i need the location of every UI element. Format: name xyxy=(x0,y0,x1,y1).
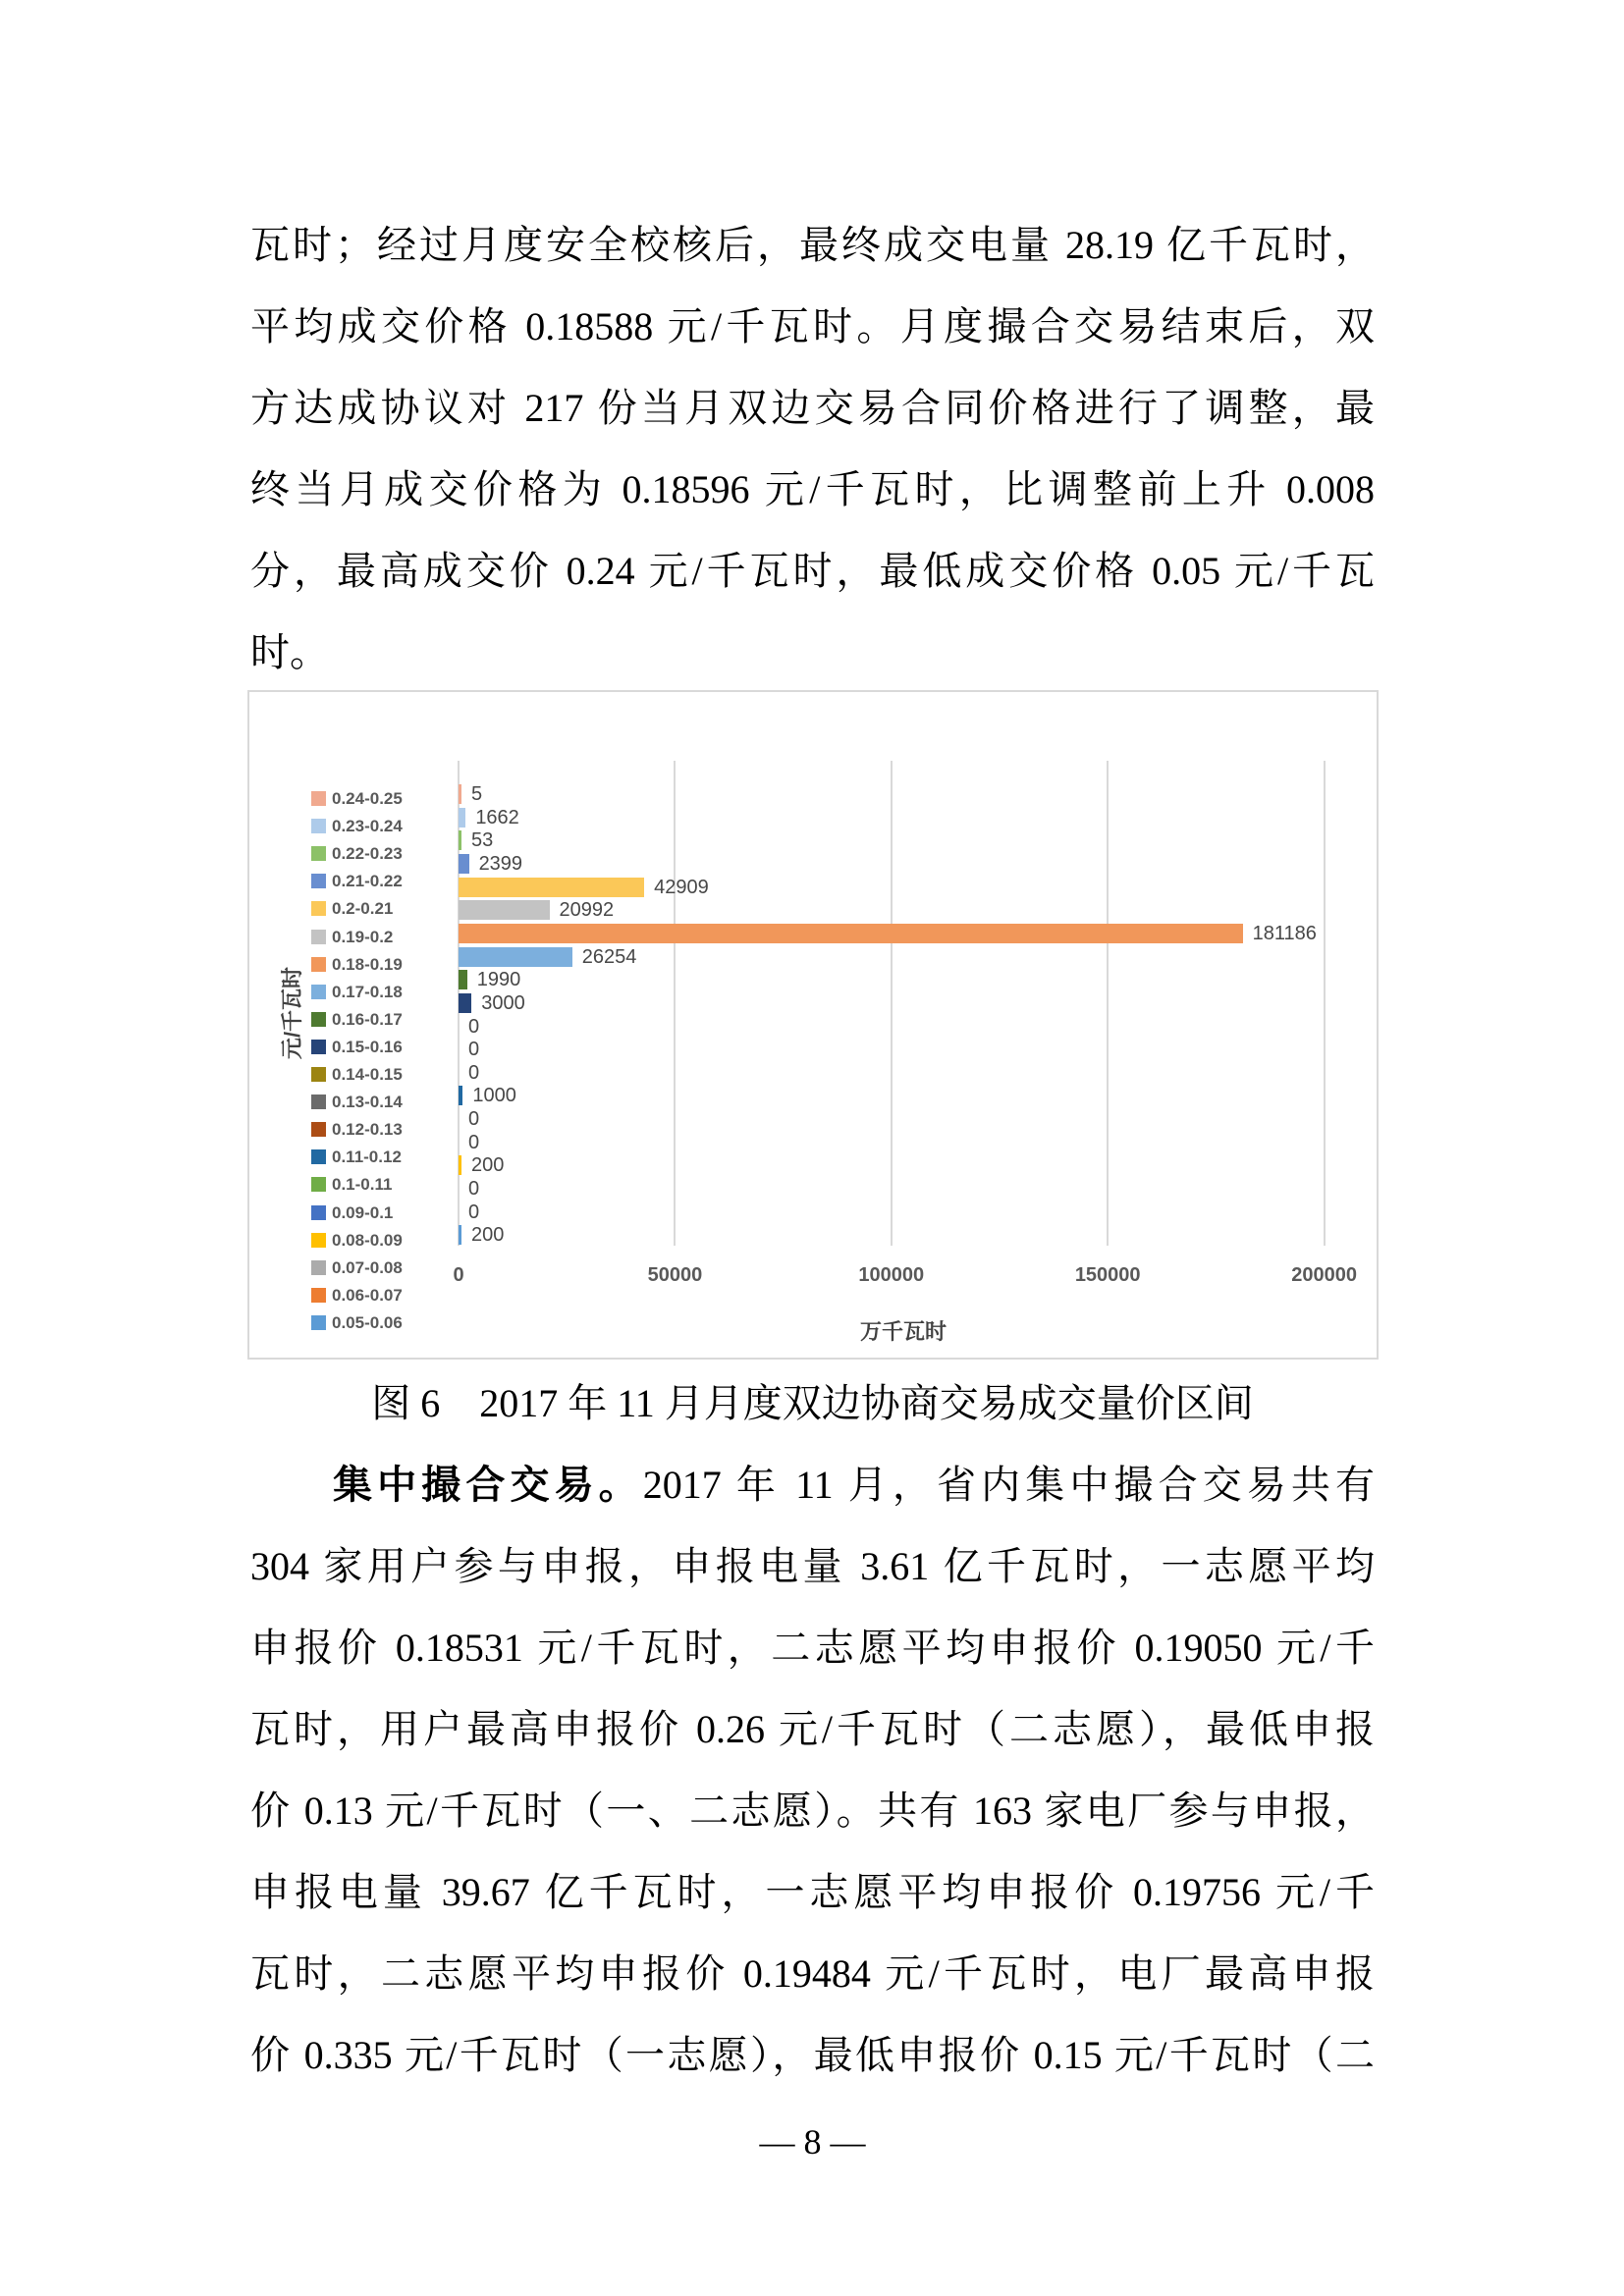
text-line: 分，最高成交价 0.24 元/千瓦时，最低成交价格 0.05 元/千瓦 xyxy=(250,549,1375,593)
legend-label: 0.13-0.14 xyxy=(332,1093,403,1112)
bar-value-label: 0 xyxy=(468,1015,480,1038)
bar-value-label: 0 xyxy=(468,1039,480,1061)
bar-value-label: 20992 xyxy=(559,899,615,922)
bar-value-label: 53 xyxy=(471,829,494,852)
legend-swatch xyxy=(311,1122,326,1137)
bar xyxy=(459,784,461,804)
bar-value-label: 2399 xyxy=(478,852,523,875)
bar-value-label: 200 xyxy=(471,1154,505,1177)
legend-swatch xyxy=(311,1205,326,1220)
x-gridline xyxy=(1324,761,1326,1246)
legend-label: 0.1-0.11 xyxy=(332,1175,393,1195)
legend-swatch xyxy=(311,1067,326,1082)
bold-lead: 集中撮合交易。 xyxy=(333,1463,643,1507)
legend-label: 0.09-0.1 xyxy=(332,1202,394,1222)
legend-label: 0.19-0.2 xyxy=(332,927,394,946)
legend-label: 0.06-0.07 xyxy=(332,1285,403,1305)
bar-value-label: 1990 xyxy=(476,969,521,991)
bar xyxy=(459,1155,461,1175)
text-line: 申报电量 39.67 亿千瓦时，一志愿平均申报价 0.19756 元/千 xyxy=(250,1870,1375,1914)
x-tick-label: 0 xyxy=(453,1264,464,1286)
x-tick-label: 100000 xyxy=(858,1264,925,1286)
legend-swatch xyxy=(311,1233,326,1248)
legend-swatch xyxy=(311,1149,326,1164)
legend-label: 0.07-0.08 xyxy=(332,1257,403,1277)
legend-swatch xyxy=(311,1260,326,1275)
legend-swatch xyxy=(311,1177,326,1192)
y-axis-title: 元/千瓦时 xyxy=(280,966,304,1060)
bar-value-label: 26254 xyxy=(581,945,637,968)
bar-value-label: 0 xyxy=(468,1108,480,1131)
figure-caption: 图 6 2017 年 11 月月度双边协商交易成交量价区间 xyxy=(371,1381,1254,1425)
text-line: 瓦时，二志愿平均申报价 0.19484 元/千瓦时，电厂最高申报 xyxy=(250,1951,1375,1996)
bar xyxy=(459,1086,462,1105)
bar-value-label: 5 xyxy=(471,783,483,805)
text-line: 瓦时，用户最高申报价 0.26 元/千瓦时（二志愿），最低申报 xyxy=(250,1707,1375,1751)
text-line: 瓦时；经过月度安全校核后，最终成交电量 28.19 亿千瓦时， xyxy=(250,223,1375,267)
bar-value-label: 3000 xyxy=(481,991,525,1014)
legend-swatch xyxy=(311,1288,326,1303)
page-number: — 8 — xyxy=(759,2122,866,2162)
legend-swatch xyxy=(311,1012,326,1027)
text-line: 终当月成交价格为 0.18596 元/千瓦时，比调整前上升 0.008 xyxy=(250,467,1375,511)
bar-value-label: 0 xyxy=(468,1178,480,1201)
legend-swatch xyxy=(311,930,326,944)
bar xyxy=(459,878,644,897)
bar xyxy=(459,947,572,967)
legend-swatch xyxy=(311,1315,326,1330)
legend-swatch xyxy=(311,1040,326,1054)
legend-swatch xyxy=(311,985,326,999)
text-line: 304 家用户参与申报，申报电量 3.61 亿千瓦时，一志愿平均 xyxy=(250,1544,1375,1588)
legend-label: 0.11-0.12 xyxy=(332,1148,402,1167)
text-line xyxy=(250,1444,1375,1525)
legend-label: 0.23-0.24 xyxy=(332,817,403,836)
x-tick-label: 200000 xyxy=(1291,1264,1357,1286)
legend-swatch xyxy=(311,1095,326,1109)
x-tick-label: 150000 xyxy=(1074,1264,1141,1286)
legend-label: 0.24-0.25 xyxy=(332,789,403,808)
legend-swatch xyxy=(311,957,326,972)
legend-label: 0.2-0.21 xyxy=(332,899,394,919)
bar-value-label: 200 xyxy=(471,1224,505,1247)
legend-swatch xyxy=(311,901,326,916)
x-tick-label: 50000 xyxy=(647,1264,703,1286)
text-line: 方达成协议对 217 份当月双边交易合同价格进行了调整，最 xyxy=(250,386,1375,430)
bar-value-label: 0 xyxy=(468,1201,480,1223)
x-gridline xyxy=(674,761,676,1246)
bar-value-label: 0 xyxy=(468,1061,480,1084)
legend-label: 0.08-0.09 xyxy=(332,1230,403,1250)
bar-value-label: 0 xyxy=(468,1131,480,1153)
text-line: 申报价 0.18531 元/千瓦时，二志愿平均申报价 0.19050 元/千 xyxy=(250,1626,1375,1670)
text-line: 价 0.335 元/千瓦时（一志愿），最低申报价 0.15 元/千瓦时（二 xyxy=(250,2033,1375,2077)
bar-value-label: 1662 xyxy=(475,806,519,828)
legend-swatch xyxy=(311,791,326,806)
lead-rest: 2017 年 11 月，省内集中撮合交易共有 xyxy=(642,1463,1376,1507)
bar-value-label: 1000 xyxy=(472,1085,516,1107)
legend-label: 0.21-0.22 xyxy=(332,872,403,891)
legend-label: 0.12-0.13 xyxy=(332,1120,403,1140)
legend-label: 0.15-0.16 xyxy=(332,1037,403,1056)
text-line: 时。 xyxy=(250,630,329,674)
bar xyxy=(459,830,461,850)
legend-label: 0.18-0.19 xyxy=(332,954,403,974)
legend-label: 0.22-0.23 xyxy=(332,844,403,864)
bar xyxy=(459,854,469,874)
legend-label: 0.16-0.17 xyxy=(332,1009,403,1029)
bar xyxy=(459,993,471,1013)
x-gridline xyxy=(1107,761,1109,1246)
paragraph-1 xyxy=(250,204,1375,693)
x-axis-title: 万千瓦时 xyxy=(859,1319,947,1344)
figure6-bar-chart xyxy=(247,690,1379,1360)
text-line: 价 0.13 元/千瓦时（一、二志愿）。共有 163 家电厂参与申报， xyxy=(250,1789,1375,1833)
legend-label: 0.14-0.15 xyxy=(332,1065,403,1084)
paragraph-2 xyxy=(250,1444,1375,2096)
x-gridline xyxy=(891,761,893,1246)
bar xyxy=(459,1225,461,1245)
legend-swatch xyxy=(311,874,326,888)
bar xyxy=(459,924,1243,943)
bar xyxy=(459,808,465,828)
legend-label: 0.17-0.18 xyxy=(332,982,403,1001)
bar-value-label: 42909 xyxy=(654,876,709,898)
legend-swatch xyxy=(311,819,326,833)
bar xyxy=(459,900,550,920)
text-line: 平均成交价格 0.18588 元/千瓦时。月度撮合交易结束后，双 xyxy=(250,304,1375,348)
legend-label: 0.05-0.06 xyxy=(332,1312,403,1332)
legend-swatch xyxy=(311,846,326,861)
bar xyxy=(459,970,467,989)
bar-value-label: 181186 xyxy=(1252,922,1317,944)
